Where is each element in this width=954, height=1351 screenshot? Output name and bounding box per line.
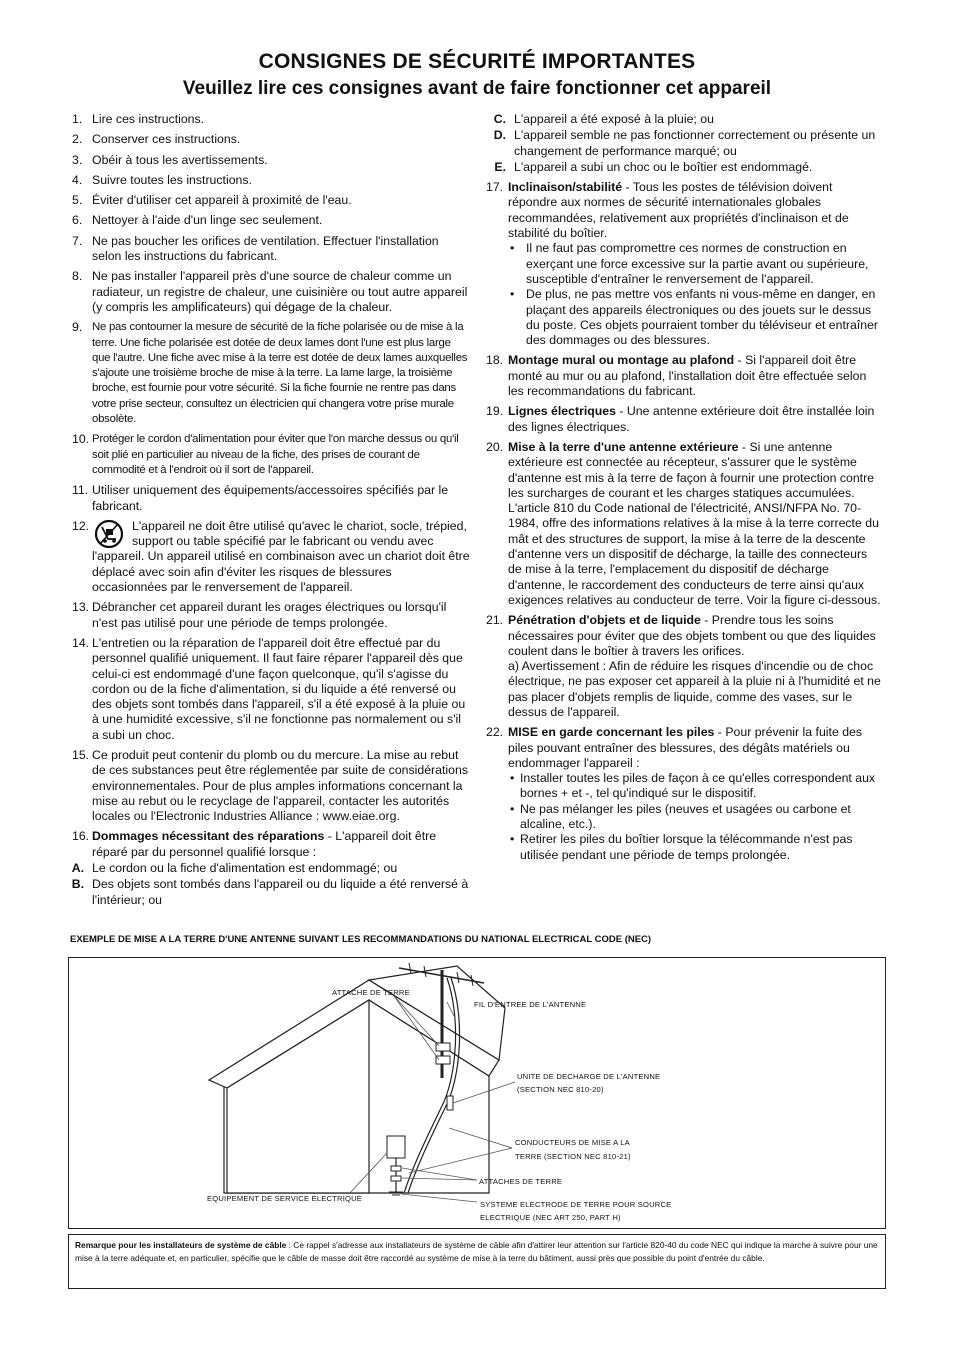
right-column [486,112,884,868]
item-text: a) Avertissement : Afin de réduire les risques d'incendie ou de choc électrique, ne pas exposer cet appareil à la pluie ni à l'humidité et ne pas placer d'objets remplis de liquide, comme des vases, sur le dessus de l'appareil. [508,659,881,719]
page-title: CONSIGNES DE SÉCURITÉ IMPORTANTES [258,50,696,73]
item-number: 3. [72,152,83,167]
list-item [72,193,470,208]
bullet-glyph: • [510,771,515,786]
bullet-glyph: • [510,241,515,256]
item-number: 18. [486,353,504,368]
bullet-glyph: • [510,801,515,816]
item-number: 19. [486,404,504,419]
sub-letter: C. [493,112,506,126]
list-item [72,600,470,631]
bullet-glyph: • [510,832,515,847]
item-number: 16. [72,829,90,844]
item-text: Le cordon ou la fiche d'alimentation est endommagé; ou [92,861,398,876]
list-item [72,153,470,168]
item-number: 6. [72,213,83,228]
item-heading: Lignes électriques [508,404,616,419]
item-text: - Prendre tous les soins nécessaires pour éviter que des objets tombent ou que des liquides coulent dans le boîtier à travers les orifices. [508,613,876,658]
label-grounding-conductors: CONDUCTEURS DE MISE A LA [515,1138,630,1147]
sub-item [64,861,470,876]
diagram-heading: EXEMPLE DE MISE A LA TERRE D'UNE ANTENNE SUIVANT LES RECOMMANDATIONS DU NATIONAL ELECTRICAL CODE (NEC) [70,934,652,945]
item-number: 2. [72,132,83,147]
item-heading: MISE en garde concernant les piles [508,725,715,740]
sub-letter: A. [71,861,84,876]
sub-item [486,160,884,175]
sub-item [486,112,884,127]
list-item [72,432,470,478]
item-heading: Pénétration d'objets et de liquide [508,613,701,628]
list-item [486,180,884,348]
item-number: 21. [486,613,504,628]
list-item [72,213,470,228]
sub-letter: E. [494,159,506,174]
item-text: - Si l'appareil doit être monté au mur ou au plafond, l'installation doit être effectuée selon les recommandations du fabricant. [508,353,867,399]
list-item [72,636,470,743]
item-text: Retirer les piles du boîtier lorsque la télécommande n'est pas utilisée pendant une période de temps prolongée. [520,832,853,862]
bullet-item [510,241,884,287]
item-text: Ne pas mélanger les piles (neuves et usagées ou carbone et alcaline, etc.). [520,801,851,832]
item-text: - Si une antenne extérieure est connectée au récepteur, s'assurer que le système d'antenne est mis à la terre de façon à fournir une protection contre les surcharges de courant et les charges statiques accumulées. [508,439,875,500]
label-grounding-conductors-section: TERRE (SECTION NEC 810-21) [515,1152,631,1161]
list-item [486,353,884,399]
bullet-item [510,832,884,863]
item-number: 7. [72,233,83,248]
item-text: Lire ces instructions. [92,112,205,126]
label-lead-in-wire: FIL D'ENTREE DE L'ANTENNE [474,1000,587,1009]
item-text: L'appareil ne doit être utilisé qu'avec le chariot, socle, trépied, support ou table spécifié par le fabricant ou vendu avec l'appareil. Un appareil utilisé en combinaison avec un chariot doit être déplacé avec soin afin d'éviter les risques de blessures occasionnées par le renversement de l'appareil. [92,518,470,595]
list-item [72,173,470,188]
label-discharge-unit-section: (SECTION NEC 810-20) [517,1085,604,1094]
left-column [72,112,470,909]
item-text: L'entretien ou la réparation de l'appareil doit être effectué par du personnel qualifié uniquement. Il faut faire réparer l'appareil dès que celui-ci est endommagé d'une façon quelconque, qu'il s'agisse du cordon ou de la fiche d'alimentation, si du liquide a été renversé ou des objets sont tombés dans l'appareil, s'il a été exposé à la pluie ou à une humidité excessive, s'il ne fonctionne pas normalement ou s'il a subi un choc. [92,635,466,742]
cable-installer-note [68,1234,886,1289]
item-number: 15. [72,747,90,762]
sub-item [486,128,884,159]
sub-item [64,877,470,908]
item-number: 5. [72,193,83,208]
item-text: Ne pas installer l'appareil près d'une source de chaleur comme un radiateur, un registre de chaleur, une cuisinière ou tout autre appareil (y compris les amplificateurs) qui dégage de la chaleur. [92,269,468,314]
note-text: : Ce rappel s'adresse aux installateurs de système de câble afin d'attirer leur attention sur l'article 820-40 du code NEC qui indique la marche à suivre pour une mise à la terre adéquate et, en particulier, spécifie que le câble de masse doit être raccordé au système de mise à la terre du bâtiment, aussi près que possible du point d'entrée du câble. [75,1240,878,1263]
item-text: - Tous les postes de télévision doivent répondre aux normes de sécurité internationales globales recommandées, relativement aux propriétés d'inclinaison et de stabilité du boîtier. [508,180,849,241]
item-text: Il ne faut pas compromettre ces normes de construction en exerçant une force excessive sur la partie avant ou supérieure, susceptible d'entraîner le renversement de l'appareil. [526,241,869,286]
item-text: - Une antenne extérieure doit être installée loin des lignes électriques. [508,404,875,434]
item-number: 17. [486,180,504,195]
sub-letter: B. [71,877,84,892]
list-item [72,483,470,514]
item-number: 9. [72,320,83,335]
list-item [72,269,470,315]
item-number: 8. [72,269,83,284]
item-text: Utiliser uniquement des équipements/accessoires spécifiés par le fabricant. [92,483,449,513]
label-electrode-system: SYSTEME ELECTRODE DE TERRE POUR SOURCE [480,1200,672,1209]
bullet-item [510,771,884,802]
item-number: 13. [72,600,90,615]
label-discharge-unit: UNITE DE DECHARGE DE L'ANTENNE [517,1072,661,1081]
item-text: Protéger le cordon d'alimentation pour éviter que l'on marche dessus ou qu'il soit plié en particulier au niveau de la fiche, des prises de courant de commodité et à l'endroit où il sort de l'appareil. [92,433,459,476]
item-text: Ne pas boucher les orifices de ventilation. Effectuer l'installation selon les instructions du fabricant. [92,233,439,264]
label-electrode-system-art: ELECTRIQUE (NEC ART 250, PART H) [480,1213,621,1222]
house-antenna-illustration [69,958,885,1228]
list-item [72,112,470,127]
item-number: 20. [486,439,504,454]
bullet-item [510,287,884,348]
item-text: Ce produit peut contenir du plomb ou du mercure. La mise au rebut de ces substances peut être réglementée par suite de considérations environnementales. Pour de plus amples informations concernant la mise au rebut ou le recyclage de l'appareil, contacter les autorités locales ou l'Electronic Industries Alliance : www.eiae.org. [92,747,468,824]
item-text: De plus, ne pas mettre vos enfants ni vous-même en danger, en plaçant des appareils électroniques ou des jouets sur le dessus du poste. Ces objets pourraient tomber du téléviseur et entraîner des dommages ou des blessures. [526,287,879,348]
list-item [486,725,884,863]
item-text: L'appareil a subi un choc ou le boîtier est endommagé. [514,159,813,174]
item-number: 1. [72,112,83,126]
item-number: 11. [72,483,89,498]
list-item [72,234,470,265]
item-number: 12. [72,518,90,533]
cart-warning-icon [92,519,126,549]
list-item [72,132,470,147]
grounding-diagram [68,957,886,1229]
item-heading: Dommages nécessitant des réparations [92,829,325,844]
item-number: 22. [486,725,504,740]
item-text: Obéir à tous les avertissements. [92,152,268,167]
bullet-item [510,802,884,833]
item-number: 4. [72,172,83,187]
item-number: 10. [72,432,90,447]
list-item [486,613,884,720]
item-text: - L'appareil doit être réparé par du personnel qualifié lorsque : [92,829,437,859]
list-item [72,829,470,860]
list-item [72,320,470,427]
item-text: Éviter d'utiliser cet appareil à proximité de l'eau. [92,193,352,208]
item-text: Des objets sont tombés dans l'appareil ou du liquide a été renversé à l'intérieur; ou [92,877,469,907]
item-number: 14. [72,635,90,650]
item-text: - Pour prévenir la fuite des piles pouvant entraîner des blessures, des dégâts matériels ou endommager l'appareil : [508,725,863,770]
sub-letter: D. [493,128,506,143]
item-text: L'appareil semble ne pas fonctionner correctement ou présente un changement de performance marqué; ou [514,128,876,158]
label-ground-clamps: ATTACHES DE TERRE [479,1177,563,1186]
list-item [72,748,470,824]
note-heading: Remarque pour les installateurs de système de câble [75,1240,287,1250]
item-text: Conserver ces instructions. [92,132,241,147]
item-heading: Montage mural ou montage au plafond [508,353,735,368]
item-text: Nettoyer à l'aide d'un linge sec seulement. [92,213,323,228]
item-heading: Inclinaison/stabilité [508,180,623,195]
item-text: Suivre toutes les instructions. [92,172,252,187]
item-text: L'article 810 du Code national de l'électricité, ANSI/NFPA No. 70-1984, offre des informations relatives à la mise à la terre correcte du mât et des structures de support, la mise à la terre de la descente d'antenne vers un dispositif de décharge, la taille des connecteurs de mise à la terre, l'emplacement du dispositif de décharge d'antenne, le raccordement des conducteurs de terre ainsi qu'aux exigences relatives au conducteur de terre. Voir la figure ci-dessous. [508,501,881,607]
item-text: L'appareil a été exposé à la pluie; ou [514,112,714,126]
label-ground-clamp: ATTACHE DE TERRE [332,988,410,997]
item-text: Ne pas contourner la mesure de sécurité de la fiche polarisée ou de mise à la terre. Une fiche polarisée est dotée de deux lames dont l'une est plus large que l'autre. Une fiche avec mise à la terre est dotée de deux lames auxquelles s'ajoute une troisième broche de mise à la terre. La lame large, la troisième broche, est fournie pour votre sécurité. Si la fiche fournie ne rentre pas dans votre prise secteur, consultez un électricien qui changera votre prise murale obsolète. [92,321,468,426]
bullet-glyph: • [510,287,515,302]
list-item [486,440,884,608]
list-item [486,404,884,435]
list-item [72,519,470,595]
page-subtitle: Veuillez lire ces consignes avant de faire fonctionner cet appareil [182,78,772,99]
item-heading: Mise à la terre d'une antenne extérieure [508,439,739,454]
label-service-equipment: EQUIPEMENT DE SERVICE ELECTRIQUE [207,1194,363,1203]
item-text: Installer toutes les piles de façon à ce qu'elles correspondent aux bornes + et -, tel qu'indiqué sur le dispositif. [520,771,876,801]
item-text: Débrancher cet appareil durant les orages électriques ou lorsqu'il n'est pas utilisé pour une période de temps prolongée. [92,600,447,630]
